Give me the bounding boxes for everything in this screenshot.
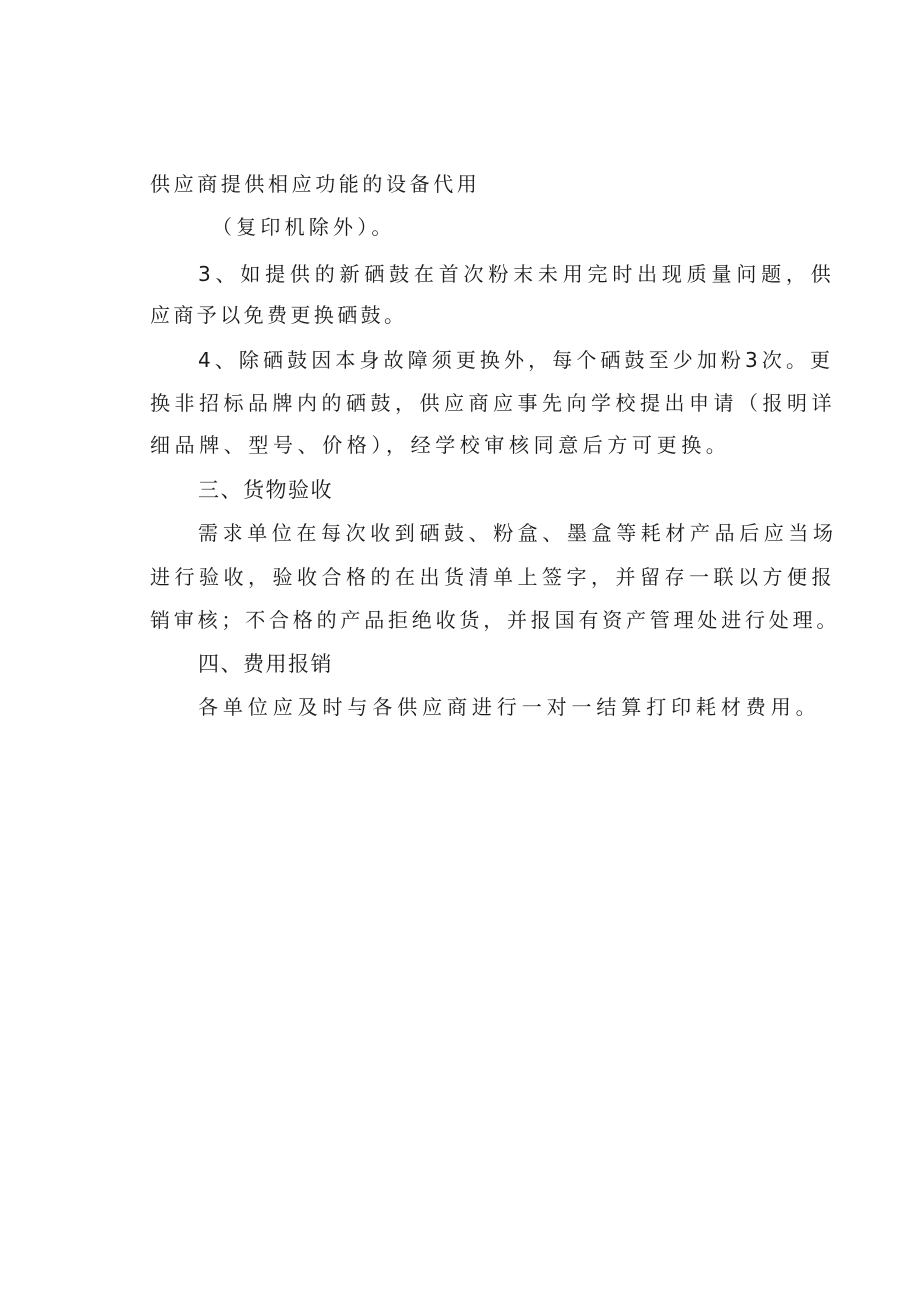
paragraph-line: 各单位应及时与各供应商进行一对一结算打印耗材费用。 — [198, 695, 821, 719]
paragraph-line: 供应商提供相应功能的设备代用 — [150, 172, 481, 196]
paragraph-line: 4、除硒鼓因本身故障须更换外，每个硒鼓至少加粉3次。更 — [198, 348, 835, 372]
paragraph-line: 应商予以免费更换硒鼓。 — [150, 303, 408, 327]
paragraph-line: 销审核；不合格的产品拒绝收货，并报国有资产管理处进行处理。 — [150, 608, 841, 632]
section-heading: 四、费用报销 — [198, 652, 333, 676]
paragraph-line: 3、如提供的新硒鼓在首次粉末未用完时出现质量问题，供 — [198, 262, 836, 286]
paragraph-line: 细品牌、型号、价格），经学校审核同意后方可更换。 — [150, 433, 731, 457]
paragraph-line: 进行验收，验收合格的在出货清单上签字，并留存一联以方便报 — [150, 565, 836, 589]
paragraph-line: 换非招标品牌内的硒鼓，供应商应事先向学校提出申请（报明详 — [150, 391, 836, 415]
paragraph-line: 需求单位在每次收到硒鼓、粉盒、墨盒等耗材产品后应当场 — [198, 521, 838, 545]
paragraph-line: （复印机除外）。 — [212, 215, 396, 239]
section-heading: 三、货物验收 — [198, 478, 333, 502]
